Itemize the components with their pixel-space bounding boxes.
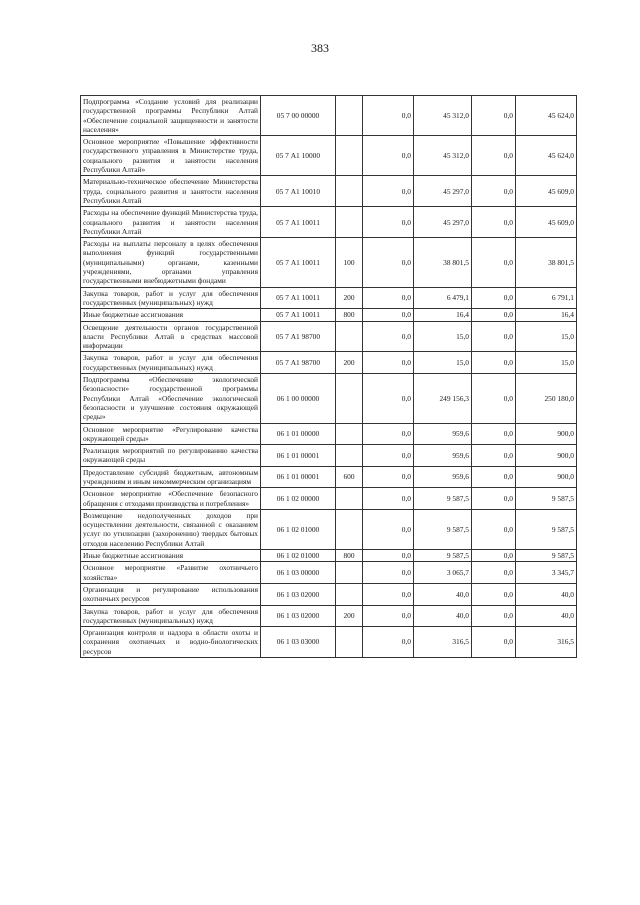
expense-type-cell	[336, 321, 363, 352]
table-row	[81, 176, 577, 207]
expense-type-cell	[336, 509, 363, 549]
amount-cell: 0,0	[363, 136, 414, 176]
amount-cell: 0,0	[472, 445, 516, 467]
expense-type-cell: 200	[336, 605, 363, 627]
expense-name-cell: Возмещение недополученных доходов при осуществлении деятельности, связанной с оказанием услуг по утилизации (захоронению) твердых бытовых отходов населению Республики Алтай	[81, 509, 261, 549]
table-row	[81, 550, 577, 562]
table-row	[81, 488, 577, 510]
amount-cell: 0,0	[472, 562, 516, 584]
table-row	[81, 374, 577, 423]
expense-type-cell: 200	[336, 352, 363, 374]
amount-cell: 15,0	[414, 321, 472, 352]
amount-cell: 9 587,5	[414, 509, 472, 549]
expense-type-cell: 800	[336, 550, 363, 562]
amount-cell: 0,0	[472, 627, 516, 658]
amount-cell: 9 587,5	[516, 488, 577, 510]
table-row	[81, 238, 577, 287]
amount-cell: 0,0	[472, 550, 516, 562]
amount-cell: 0,0	[363, 352, 414, 374]
amount-cell: 9 587,5	[516, 509, 577, 549]
amount-cell: 0,0	[472, 96, 516, 136]
amount-cell: 0,0	[472, 509, 516, 549]
target-article-code-cell: 06 1 00 00000	[261, 374, 336, 423]
amount-cell: 0,0	[363, 488, 414, 510]
expense-type-cell: 200	[336, 287, 363, 309]
page-number: 383	[311, 41, 329, 55]
amount-cell: 45 297,0	[414, 207, 472, 238]
amount-cell: 0,0	[363, 509, 414, 549]
expense-name-cell: Основное мероприятие «Регулирование качества окружающей среды»	[81, 423, 261, 445]
amount-cell: 0,0	[363, 466, 414, 488]
expense-type-cell	[336, 176, 363, 207]
amount-cell: 45 297,0	[414, 176, 472, 207]
amount-cell: 0,0	[363, 309, 414, 321]
table-row	[81, 466, 577, 488]
amount-cell: 0,0	[363, 176, 414, 207]
amount-cell: 38 801,5	[516, 238, 577, 287]
expense-type-cell	[336, 207, 363, 238]
amount-cell: 0,0	[472, 176, 516, 207]
expense-type-cell	[336, 96, 363, 136]
target-article-code-cell: 06 1 03 00000	[261, 562, 336, 584]
table-row	[81, 445, 577, 467]
amount-cell: 40,0	[516, 605, 577, 627]
target-article-code-cell: 05 7 А1 10010	[261, 176, 336, 207]
target-article-code-cell: 05 7 А1 10000	[261, 136, 336, 176]
expense-name-cell: Расходы на обеспечение функций Министерства труда, социального развития и занятости населения Республики Алтай	[81, 207, 261, 238]
expense-name-cell: Подпрограмма «Создание условий для реализации государственной программы Республики Алтай «Обеспечение социальной защищенности и занятости населения»	[81, 96, 261, 136]
amount-cell: 0,0	[363, 207, 414, 238]
amount-cell: 900,0	[516, 466, 577, 488]
table-row	[81, 321, 577, 352]
amount-cell: 0,0	[363, 238, 414, 287]
table-row	[81, 352, 577, 374]
amount-cell: 38 801,5	[414, 238, 472, 287]
amount-cell: 0,0	[472, 488, 516, 510]
expense-type-cell	[336, 423, 363, 445]
table-row	[81, 136, 577, 176]
target-article-code-cell: 05 7 А1 98700	[261, 321, 336, 352]
table-row	[81, 309, 577, 321]
amount-cell: 0,0	[363, 627, 414, 658]
expense-name-cell: Предоставление субсидий бюджетным, автономным учреждениям и иным некоммерческим организациям	[81, 466, 261, 488]
table-row	[81, 287, 577, 309]
expense-name-cell: Основное мероприятие «Повышение эффективности государственного управления в Министерстве труда, социального развития и занятости населения Республики Алтай»	[81, 136, 261, 176]
amount-cell: 0,0	[472, 374, 516, 423]
amount-cell: 249 156,3	[414, 374, 472, 423]
expense-type-cell	[336, 562, 363, 584]
expense-name-cell: Организация контроля и надзора в области охоты и сохранения охотничьих и водно-биологических ресурсов	[81, 627, 261, 658]
target-article-code-cell: 05 7 А1 10011	[261, 238, 336, 287]
expense-type-cell	[336, 488, 363, 510]
table-row	[81, 96, 577, 136]
amount-cell: 45 312,0	[414, 136, 472, 176]
amount-cell: 0,0	[472, 423, 516, 445]
table-row	[81, 562, 577, 584]
amount-cell: 250 180,0	[516, 374, 577, 423]
expense-name-cell: Основное мероприятие «Развитие охотничьего хозяйства»	[81, 562, 261, 584]
budget-table	[80, 95, 577, 658]
target-article-code-cell: 05 7 00 00000	[261, 96, 336, 136]
expense-name-cell: Подпрограмма «Обеспечение экологической безопасности» государственной программы Республики Алтай «Обеспечение экологической безопасности и улучшение состояния окружающей среды»	[81, 374, 261, 423]
target-article-code-cell: 06 1 01 00001	[261, 466, 336, 488]
expense-type-cell: 600	[336, 466, 363, 488]
amount-cell: 0,0	[472, 207, 516, 238]
amount-cell: 0,0	[363, 423, 414, 445]
target-article-code-cell: 06 1 02 00000	[261, 488, 336, 510]
amount-cell: 6 791,1	[516, 287, 577, 309]
expense-name-cell: Освещение деятельности органов государственной власти Республики Алтай в средствах массовой информации	[81, 321, 261, 352]
target-article-code-cell: 05 7 А1 10011	[261, 309, 336, 321]
amount-cell: 0,0	[363, 445, 414, 467]
amount-cell: 15,0	[414, 352, 472, 374]
amount-cell: 0,0	[363, 605, 414, 627]
expense-name-cell: Реализация мероприятий по регулированию качества окружающей среды	[81, 445, 261, 467]
table-row	[81, 583, 577, 605]
target-article-code-cell: 06 1 01 00000	[261, 423, 336, 445]
amount-cell: 0,0	[472, 466, 516, 488]
target-article-code-cell: 06 1 02 01000	[261, 550, 336, 562]
expense-type-cell	[336, 136, 363, 176]
amount-cell: 9 587,5	[414, 550, 472, 562]
target-article-code-cell: 06 1 03 03000	[261, 627, 336, 658]
amount-cell: 3 065,7	[414, 562, 472, 584]
amount-cell: 316,5	[414, 627, 472, 658]
expense-type-cell	[336, 627, 363, 658]
amount-cell: 0,0	[472, 136, 516, 176]
amount-cell: 959,6	[414, 423, 472, 445]
target-article-code-cell: 06 1 03 02000	[261, 583, 336, 605]
table-row	[81, 605, 577, 627]
target-article-code-cell: 06 1 02 01000	[261, 509, 336, 549]
amount-cell: 316,5	[516, 627, 577, 658]
expense-name-cell: Закупка товаров, работ и услуг для обеспечения государственных (муниципальных) нужд	[81, 287, 261, 309]
expense-type-cell: 100	[336, 238, 363, 287]
target-article-code-cell: 05 7 А1 98700	[261, 352, 336, 374]
amount-cell: 15,0	[516, 352, 577, 374]
amount-cell: 0,0	[363, 96, 414, 136]
amount-cell: 0,0	[472, 238, 516, 287]
table-body	[81, 96, 577, 658]
amount-cell: 959,6	[414, 445, 472, 467]
expense-name-cell: Организация и регулирование использования охотничьих ресурсов	[81, 583, 261, 605]
amount-cell: 0,0	[472, 583, 516, 605]
expense-name-cell: Иные бюджетные ассигнования	[81, 309, 261, 321]
expense-name-cell: Закупка товаров, работ и услуг для обеспечения государственных (муниципальных) нужд	[81, 352, 261, 374]
amount-cell: 0,0	[363, 374, 414, 423]
table-row	[81, 207, 577, 238]
expense-type-cell: 800	[336, 309, 363, 321]
amount-cell: 16,4	[414, 309, 472, 321]
expense-type-cell	[336, 445, 363, 467]
amount-cell: 40,0	[516, 583, 577, 605]
table-row	[81, 423, 577, 445]
expense-name-cell: Основное мероприятие «Обеспечение безопасного обращения с отходами производства и потребления»	[81, 488, 261, 510]
expense-name-cell: Закупка товаров, работ и услуг для обеспечения государственных (муниципальных) нужд	[81, 605, 261, 627]
expense-name-cell: Расходы на выплаты персоналу в целях обеспечения выполнения функций государственными (муниципальными) органами, казенными учреждениями, органами управления государственными внебюджетными фондами	[81, 238, 261, 287]
table-row	[81, 627, 577, 658]
table-row	[81, 509, 577, 549]
amount-cell: 45 609,0	[516, 176, 577, 207]
target-article-code-cell: 06 1 03 02000	[261, 605, 336, 627]
amount-cell: 45 624,0	[516, 96, 577, 136]
target-article-code-cell: 06 1 01 00001	[261, 445, 336, 467]
amount-cell: 16,4	[516, 309, 577, 321]
amount-cell: 40,0	[414, 605, 472, 627]
expense-type-cell	[336, 583, 363, 605]
expense-type-cell	[336, 374, 363, 423]
amount-cell: 959,6	[414, 466, 472, 488]
amount-cell: 9 587,5	[516, 550, 577, 562]
expense-name-cell: Материально-техническое обеспечение Министерства труда, социального развития и занятости населения Республики Алтай	[81, 176, 261, 207]
amount-cell: 0,0	[363, 550, 414, 562]
amount-cell: 0,0	[363, 583, 414, 605]
amount-cell: 0,0	[472, 287, 516, 309]
amount-cell: 0,0	[472, 605, 516, 627]
amount-cell: 45 609,0	[516, 207, 577, 238]
amount-cell: 40,0	[414, 583, 472, 605]
amount-cell: 15,0	[516, 321, 577, 352]
amount-cell: 0,0	[472, 352, 516, 374]
amount-cell: 0,0	[363, 562, 414, 584]
expense-name-cell: Иные бюджетные ассигнования	[81, 550, 261, 562]
amount-cell: 6 479,1	[414, 287, 472, 309]
amount-cell: 3 345,7	[516, 562, 577, 584]
amount-cell: 0,0	[472, 321, 516, 352]
amount-cell: 9 587,5	[414, 488, 472, 510]
target-article-code-cell: 05 7 А1 10011	[261, 207, 336, 238]
amount-cell: 45 312,0	[414, 96, 472, 136]
amount-cell: 900,0	[516, 445, 577, 467]
amount-cell: 0,0	[363, 287, 414, 309]
amount-cell: 0,0	[363, 321, 414, 352]
amount-cell: 0,0	[472, 309, 516, 321]
amount-cell: 900,0	[516, 423, 577, 445]
target-article-code-cell: 05 7 А1 10011	[261, 287, 336, 309]
amount-cell: 45 624,0	[516, 136, 577, 176]
